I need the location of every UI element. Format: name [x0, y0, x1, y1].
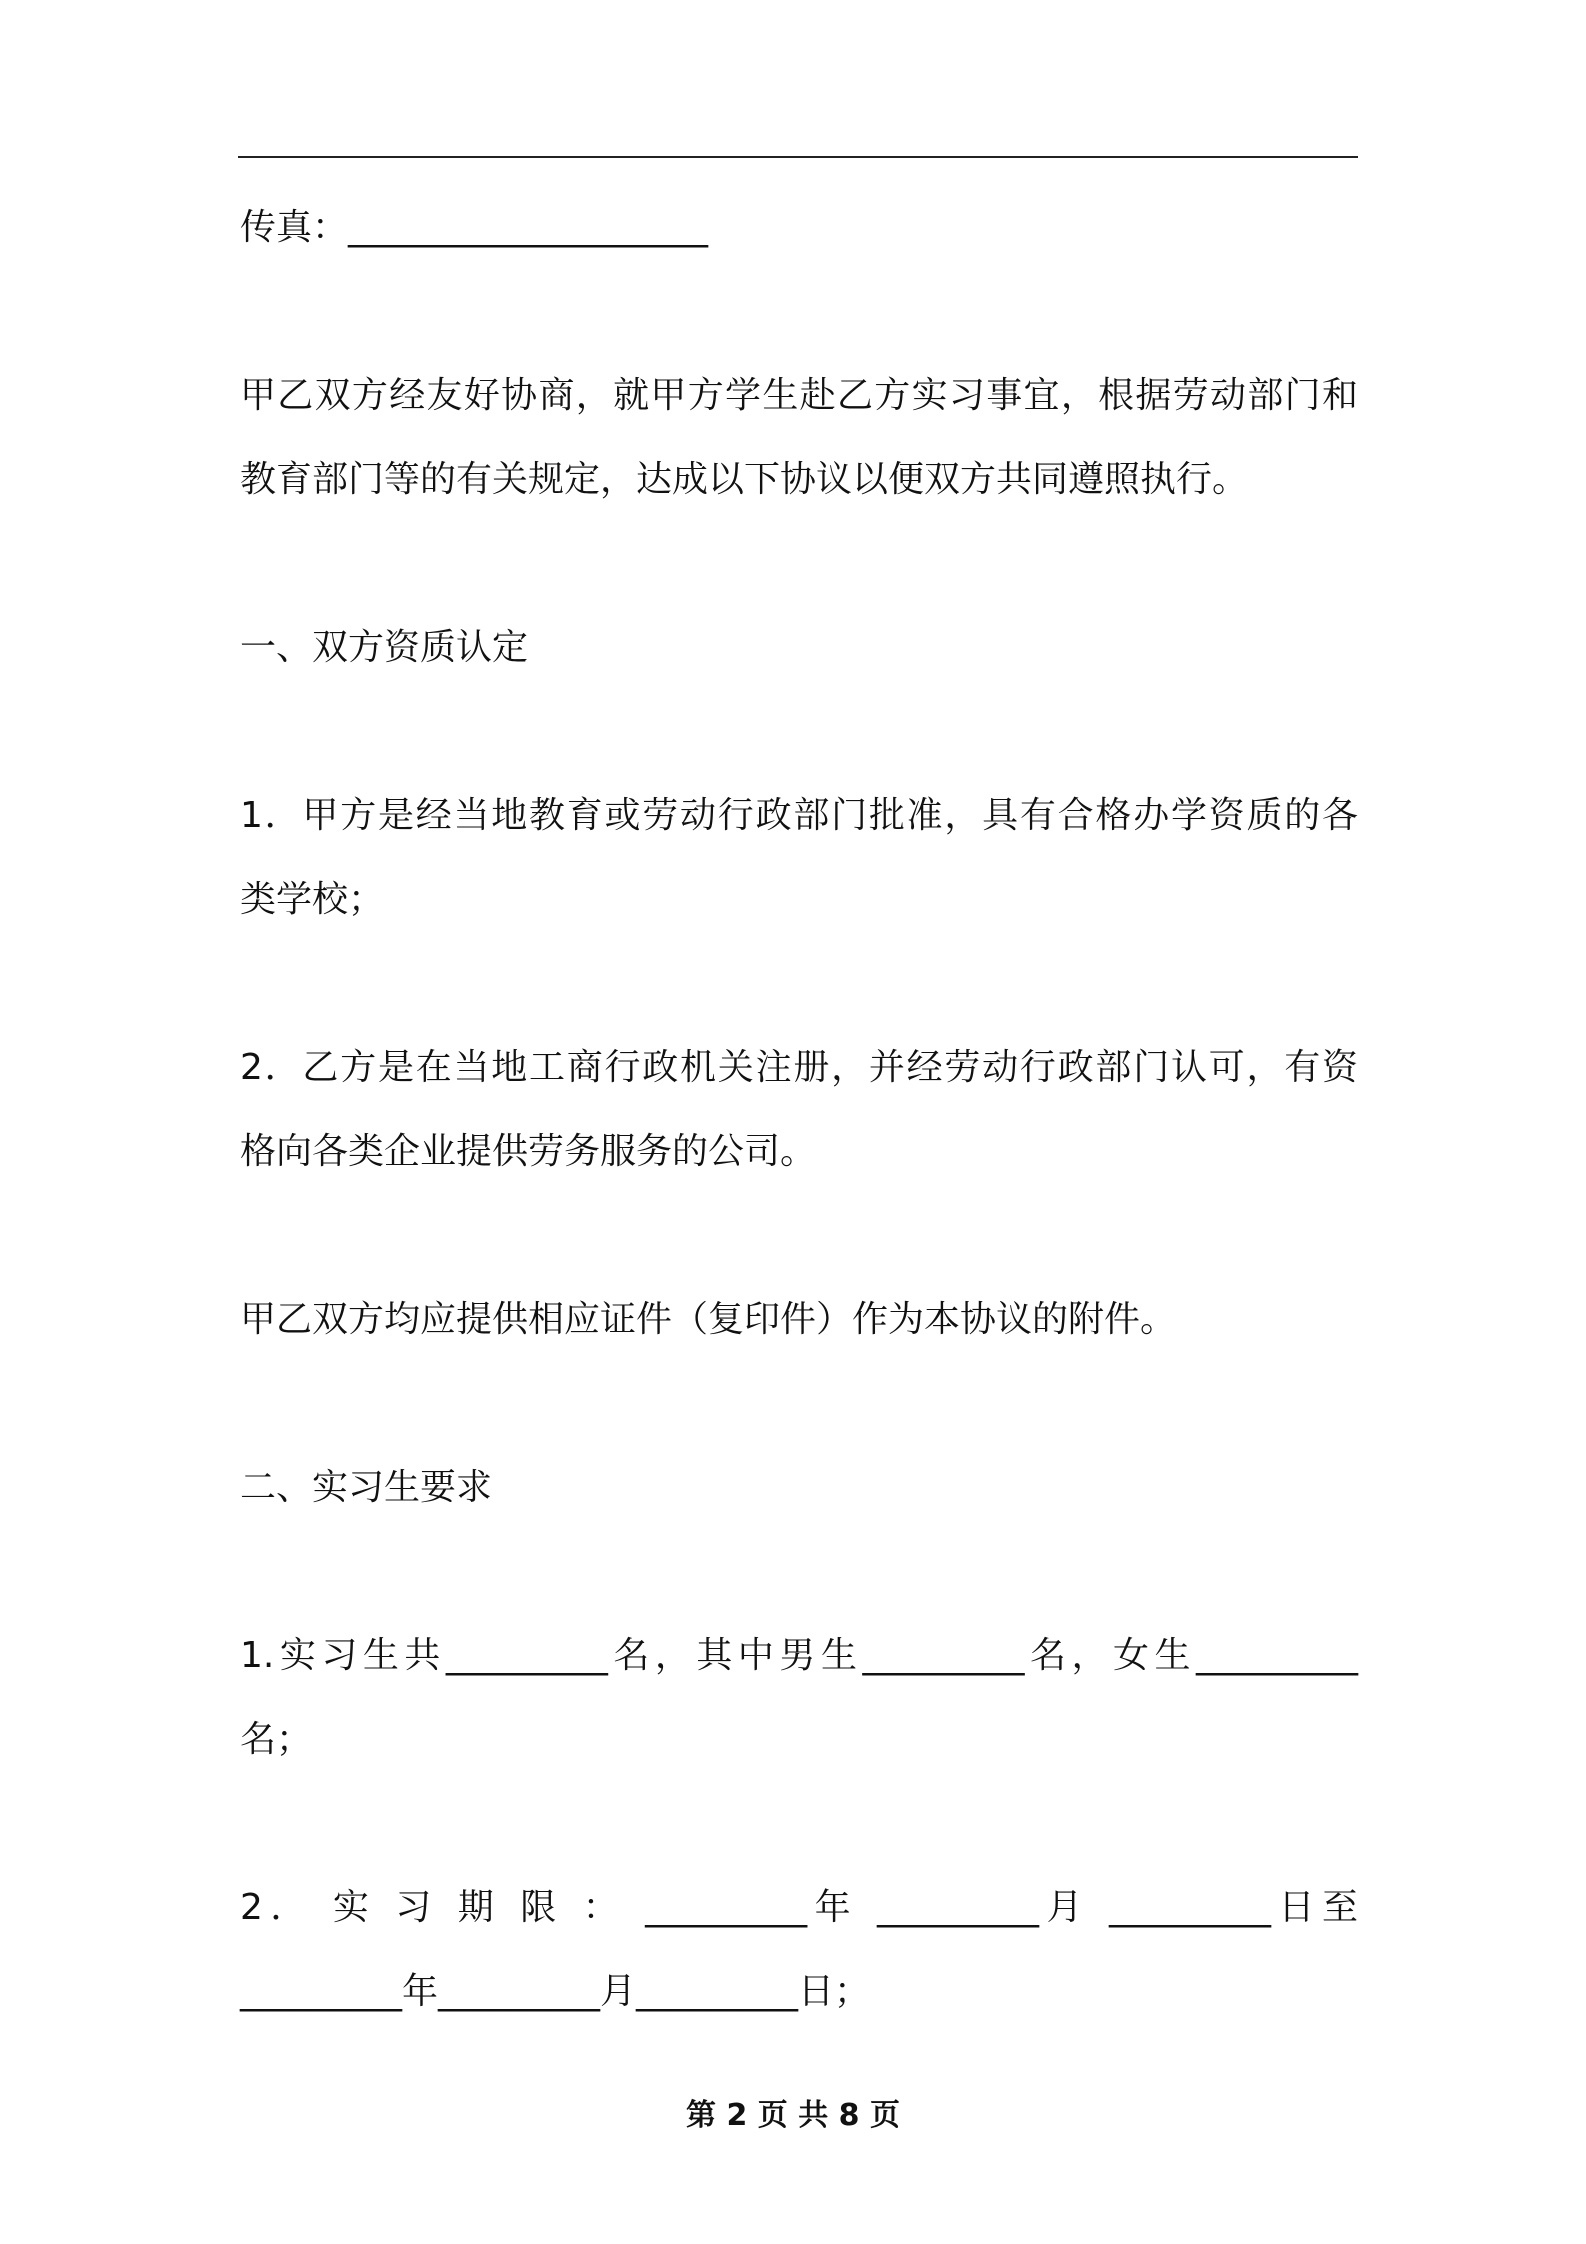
item-2-2-line-1: 2． 实 习 期 限 ： _________年 _________月 _________日至 [240, 1887, 1358, 1928]
item-2-2-line-2: _________年_________月_________日； [240, 1971, 870, 2012]
intro-paragraph-line-1: 甲乙双方经友好协商，就甲方学生赴乙方实习事宜，根据劳动部门和 [240, 375, 1358, 416]
certificate-note: 甲乙双方均应提供相应证件（复印件）作为本协议的附件。 [240, 1299, 1177, 1340]
item-2-1-line-1: 1.实习生共_________名，其中男生_________名，女生_________ [240, 1635, 1358, 1676]
intro-paragraph-line-2: 教育部门等的有关规定，达成以下协议以便双方共同遵照执行。 [240, 459, 1249, 500]
page-indicator: 第 2 页 共 8 页 [686, 2098, 900, 2133]
item-1-2-line-2: 格向各类企业提供劳务服务的公司。 [240, 1131, 817, 1172]
item-1-1-line-1: 1．甲方是经当地教育或劳动行政部门批准，具有合格办学资质的各 [240, 795, 1358, 836]
fax-line: 传真：____________________ [240, 207, 709, 248]
section-1-heading: 一、双方资质认定 [240, 627, 529, 668]
section-2-heading: 二、实习生要求 [240, 1467, 493, 1508]
header-rule [238, 156, 1358, 158]
item-1-1-line-2: 类学校； [240, 879, 385, 920]
item-1-2-line-1: 2．乙方是在当地工商行政机关注册，并经劳动行政部门认可，有资 [240, 1047, 1358, 1088]
item-2-1-line-2: 名； [240, 1719, 313, 1760]
